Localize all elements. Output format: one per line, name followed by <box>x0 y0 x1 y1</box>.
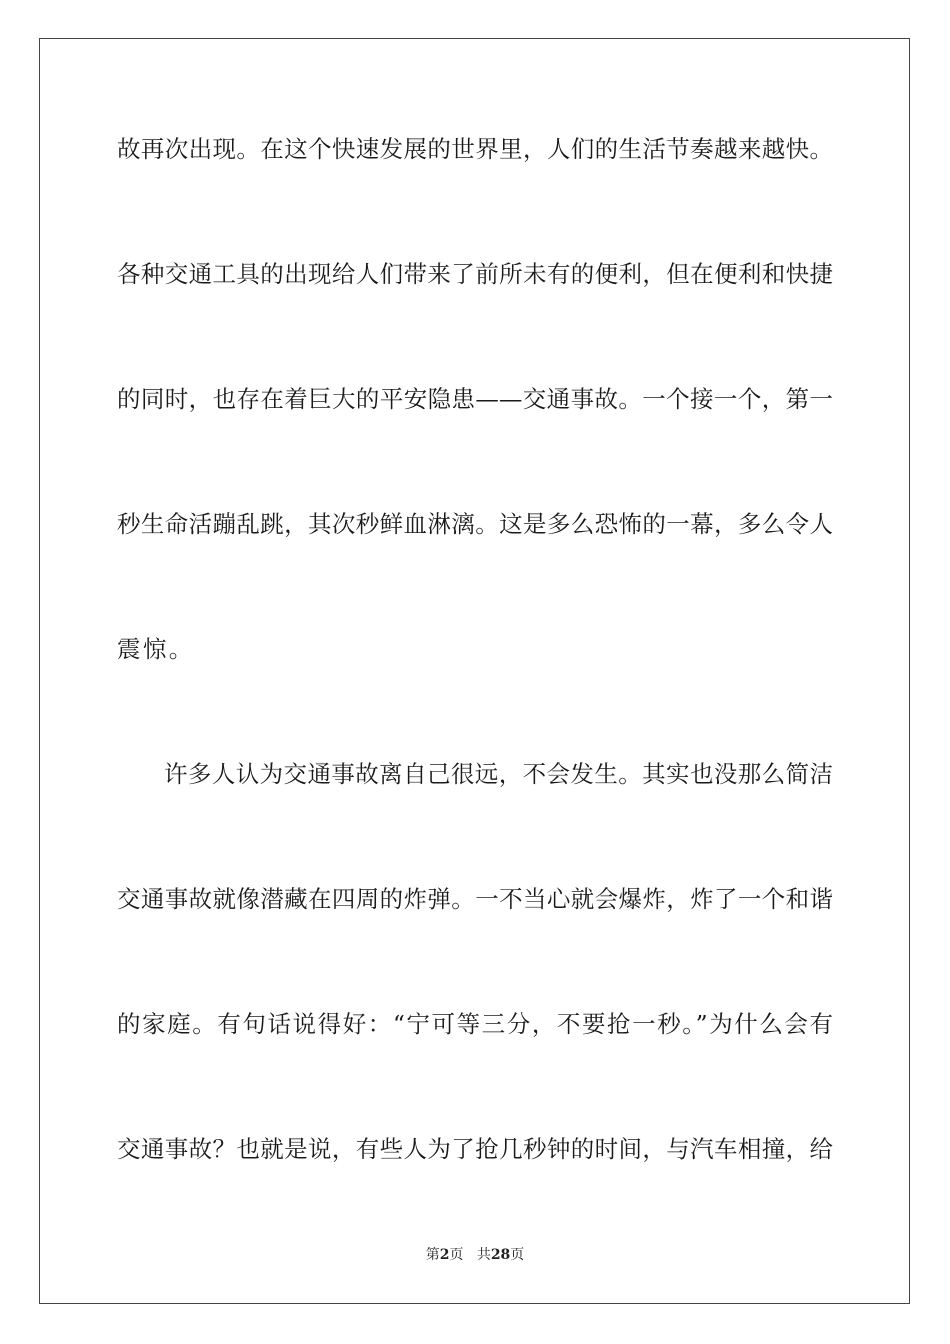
text-line-1: 故再次出现。在这个快速发展的世界里，人们的生活节奏越来越快。 <box>117 135 833 163</box>
footer-total-prefix: 共 <box>476 1247 491 1263</box>
text-line-2: 各种交通工具的出现给人们带来了前所未有的便利，但在便利和快捷 <box>117 260 833 288</box>
page-footer <box>0 1246 950 1264</box>
text-line-9: 交通事故？也就是说，有些人为了抢几秒钟的时间，与汽车相撞，给 <box>117 1135 833 1163</box>
footer-total-pages: 28 <box>490 1247 511 1263</box>
footer-page-suffix: 页 <box>449 1247 464 1263</box>
page-frame <box>39 38 910 1304</box>
text-line-6: 许多人认为交通事故离自己很远，不会发生。其实也没那么简洁 <box>164 760 833 788</box>
text-line-4: 秒生命活蹦乱跳，其次秒鲜血淋漓。这是多么恐怖的一幕，多么令人 <box>117 510 833 538</box>
text-line-7: 交通事故就像潜藏在四周的炸弹。一不当心就会爆炸，炸了一个和谐 <box>117 885 833 913</box>
text-line-5: 震惊。 <box>117 635 195 663</box>
footer-total-suffix: 页 <box>510 1247 525 1263</box>
footer-page-number: 2 <box>439 1247 450 1263</box>
footer-page-prefix: 第 <box>425 1247 440 1263</box>
text-line-3: 的同时，也存在着巨大的平安隐患——交通事故。一个接一个，第一 <box>117 385 833 413</box>
text-line-8: 的家庭。有句话说得好：“宁可等三分，不要抢一秒。”为什么会有 <box>117 1010 833 1038</box>
